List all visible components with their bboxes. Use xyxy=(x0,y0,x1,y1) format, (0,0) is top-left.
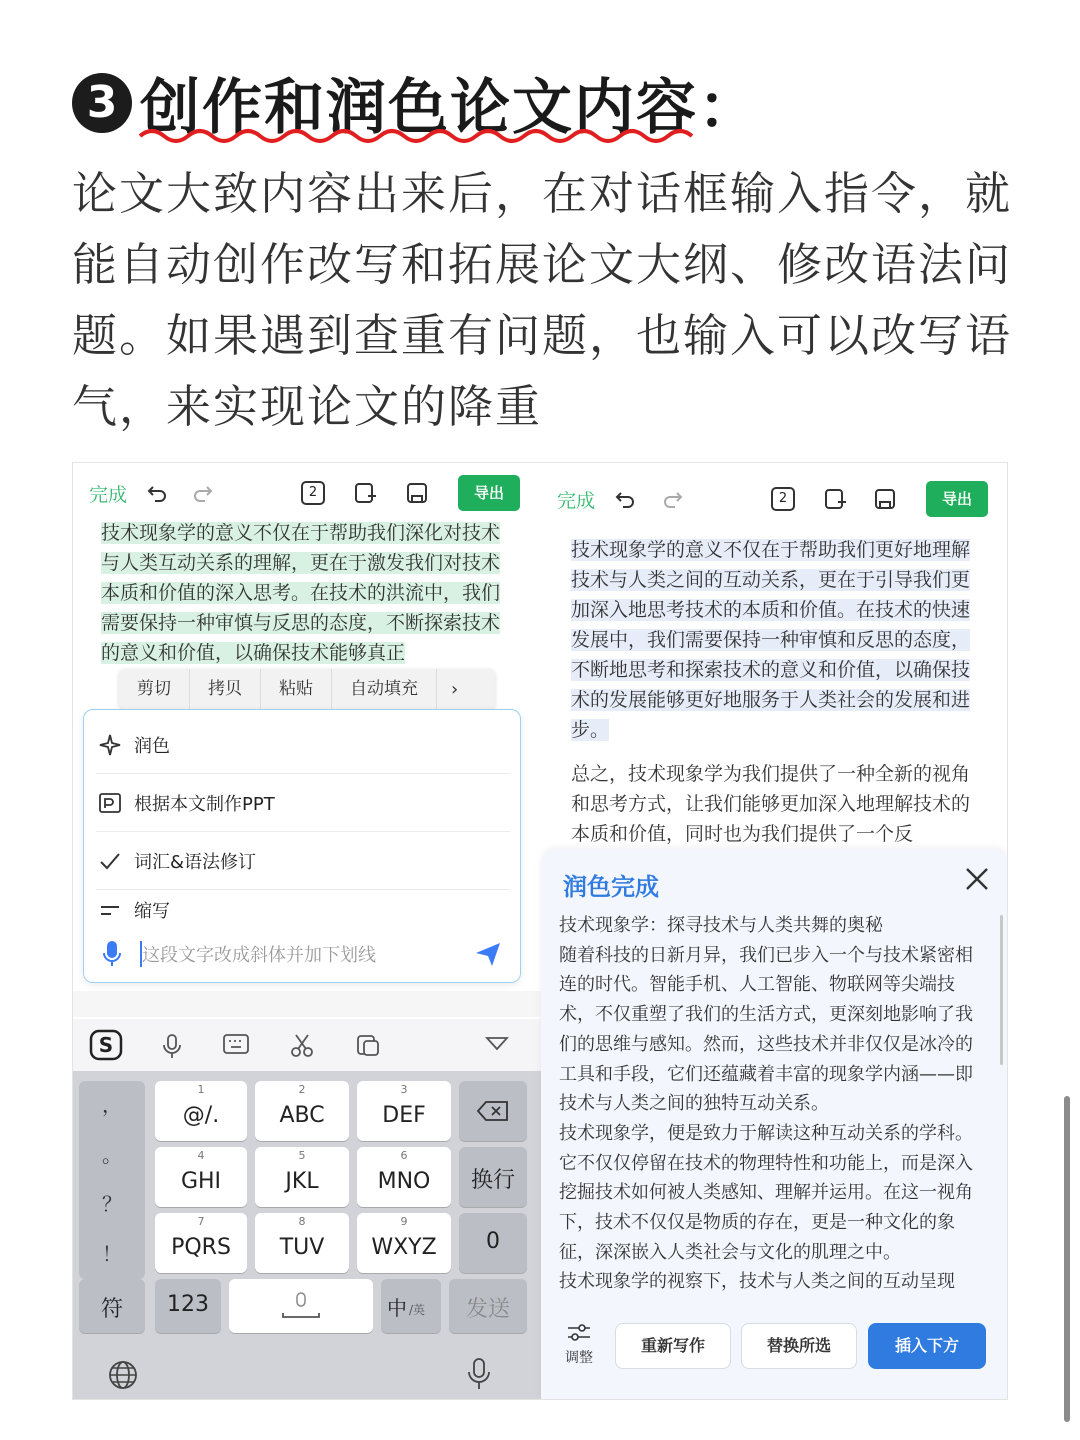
backspace-key[interactable] xyxy=(459,1081,527,1141)
zero-key[interactable]: 0 xyxy=(459,1213,527,1273)
polished-line: 随着科技的日新月异，我们已步入一个与技术紧密相连的时代。智能手机、人工智能、物联网等尖端技术，不仅重塑了我们的生活方式，更深刻地影响了我们的思维与感知。然而，这些技术并非仅仅是冰冷的工具和手段，它们还蕴藏着丰富的现象学内涵——即技术与人类之间的独特互动关系。 xyxy=(559,944,973,1115)
redo-icon[interactable] xyxy=(661,487,685,511)
question-key[interactable]: ？ xyxy=(102,1192,122,1216)
polished-line: 技术现象学：探寻技术与人类共舞的奥秘 xyxy=(559,915,883,936)
collapse-keyboard-icon[interactable] xyxy=(485,1036,509,1052)
page-count-badge[interactable]: 2 xyxy=(771,487,795,511)
document-text-selected[interactable] xyxy=(101,518,513,668)
cut-menu-item[interactable]: 剪切 xyxy=(119,669,190,709)
send-key[interactable]: 发送 xyxy=(449,1279,527,1333)
done-button[interactable]: 完成 xyxy=(557,489,596,512)
send-icon[interactable] xyxy=(474,940,502,968)
keyboard xyxy=(73,1019,541,1400)
svg-text:S: S xyxy=(98,1033,114,1057)
left-screen xyxy=(73,463,541,1400)
sliders-icon xyxy=(566,1323,592,1343)
scissors-icon[interactable] xyxy=(289,1032,315,1058)
right-toolbar xyxy=(557,481,595,517)
autofill-menu-item[interactable]: 自动填充 xyxy=(332,669,437,709)
key-2[interactable]: 2 ABC xyxy=(255,1081,349,1141)
check-icon xyxy=(96,847,124,875)
sogou-logo-icon[interactable] xyxy=(89,1029,123,1061)
intro-paragraph: 论文大致内容出来后，在对话框输入指令，就能自动创作改写和拓展论文大纲、修改语法问题。如果遇到查重有问题，也输入可以改写语气，来实现论文的降重 xyxy=(72,167,1013,433)
microphone-icon[interactable] xyxy=(102,940,122,968)
sparkle-icon xyxy=(96,731,124,759)
sheet-title: 润色完成 xyxy=(563,873,659,901)
symbol-key[interactable]: 符 xyxy=(79,1279,145,1333)
page-count-badge[interactable]: 2 xyxy=(301,481,325,505)
clipboard-icon[interactable] xyxy=(355,1032,381,1058)
ai-assistant-popup xyxy=(83,709,521,983)
key-3[interactable]: 3 DEF xyxy=(357,1081,451,1141)
step-title-text: 创作和润色论文内容： xyxy=(140,73,760,143)
keyboard-toolbar xyxy=(73,1019,541,1071)
shorten-menu-item[interactable]: 缩写 xyxy=(96,890,510,930)
polish-result-sheet xyxy=(541,849,1008,1400)
key-5[interactable]: 5 JKL xyxy=(255,1147,349,1207)
exclamation-key[interactable]: ！ xyxy=(102,1241,122,1266)
space-key[interactable] xyxy=(229,1279,373,1333)
screenshot-frame xyxy=(72,462,1008,1400)
add-page-icon[interactable] xyxy=(823,487,847,511)
key-6[interactable]: 6 MNO xyxy=(357,1147,451,1207)
document-text[interactable] xyxy=(571,535,981,863)
sheet-actions xyxy=(541,1315,1008,1400)
grammar-menu-item[interactable]: 词汇&语法修订 xyxy=(96,832,510,890)
wavy-underline xyxy=(138,124,708,148)
page-scrollbar[interactable] xyxy=(1064,1096,1070,1422)
add-page-icon[interactable] xyxy=(353,481,377,505)
insert-below-button[interactable]: 插入下方 xyxy=(868,1323,986,1369)
shorten-icon xyxy=(96,896,124,924)
done-button[interactable]: 完成 xyxy=(89,483,128,506)
export-button[interactable]: 导出 xyxy=(926,481,988,517)
save-icon[interactable] xyxy=(873,487,897,511)
adjust-button[interactable]: 调整 xyxy=(561,1323,597,1367)
polished-line: 技术现象学的视察下，技术与人类之间的互动呈现 xyxy=(559,1271,955,1293)
voice-input-icon[interactable] xyxy=(161,1033,183,1059)
dictation-icon[interactable] xyxy=(467,1357,491,1391)
backspace-icon xyxy=(477,1101,509,1121)
polished-text xyxy=(559,911,987,1301)
keyboard-bottom-bar xyxy=(73,1351,541,1400)
save-icon[interactable] xyxy=(405,481,429,505)
export-button[interactable]: 导出 xyxy=(458,475,520,511)
undo-icon[interactable] xyxy=(145,481,169,505)
ppt-icon xyxy=(96,789,124,817)
replace-selection-button[interactable]: 替换所选 xyxy=(741,1323,857,1369)
polish-menu-item[interactable]: 润色 xyxy=(96,716,510,774)
newline-key[interactable]: 换行 xyxy=(459,1147,527,1207)
paragraph-2: 总之，技术现象学为我们提供了一种全新的视角和思考方式，让我们能够更加深入地理解技术的本质和价值，同时也为我们提供了一个反 xyxy=(571,763,971,845)
sheet-scrollbar[interactable] xyxy=(1000,915,1003,1065)
numbers-key[interactable]: 123 xyxy=(155,1279,221,1333)
copy-menu-item[interactable]: 拷贝 xyxy=(190,669,261,709)
comma-key[interactable]: ， xyxy=(102,1093,122,1117)
context-menu xyxy=(119,669,495,709)
undo-icon[interactable] xyxy=(613,487,637,511)
chevron-right-icon[interactable]: › xyxy=(451,678,459,700)
paste-menu-item[interactable]: 粘贴 xyxy=(261,669,332,709)
key-7[interactable]: 7 PQRS xyxy=(155,1213,247,1273)
make-ppt-menu-item[interactable]: 根据本文制作PPT xyxy=(96,774,510,832)
key-1[interactable]: 1 @/. xyxy=(155,1081,247,1141)
key-4[interactable]: 4 GHI xyxy=(155,1147,247,1207)
left-toolbar xyxy=(89,475,127,511)
space-mic-icon xyxy=(281,1291,321,1319)
globe-icon[interactable] xyxy=(107,1359,139,1391)
key-9[interactable]: 9 WXYZ xyxy=(357,1213,451,1273)
keyboard-assist-strip xyxy=(73,991,541,1017)
redo-icon[interactable] xyxy=(191,481,215,505)
selected-text: 技术现象学的意义不仅在于帮助我们深化对技术与人类互动关系的理解，更在于激发我们对技术本质和价值的深入思考。在技术的洪流中，我们需要保持一种审慎与反思的态度，不断探索技术的意义和价值，以确保技术能够真正 xyxy=(101,522,501,664)
close-icon[interactable] xyxy=(963,865,991,893)
right-screen xyxy=(541,463,1008,1400)
step-number-badge: 3 xyxy=(72,73,132,133)
keyboard-layout-icon[interactable] xyxy=(223,1033,249,1055)
paragraph-1: 技术现象学的意义不仅在于帮助我们更好地理解技术与人类之间的互动关系，更在于引导我们更加深入地思考技术的本质和价值。在技术的快速发展中，我们需要保持一种审慎和反思的态度，不断地思考和探索技术的意义和价值，以确保技术的发展能够更好地服务于人类社会的发展和进步。 xyxy=(571,539,971,741)
ai-input-placeholder: 这段文字改成斜体并加下划线 xyxy=(142,945,376,966)
rewrite-button[interactable]: 重新写作 xyxy=(615,1323,731,1369)
key-8[interactable]: 8 TUV xyxy=(255,1213,349,1273)
polished-line: 技术现象学，便是致力于解读这种互动关系的学科。它不仅仅停留在技术的物理特性和功能上，而是深入挖掘技术如何被人类感知、理解并运用。在这一视角下，技术不仅仅是物质的存在，更是一种文化的象征，深深嵌入人类社会与文化的肌理之中。 xyxy=(559,1122,973,1263)
period-key[interactable]: 。 xyxy=(102,1142,122,1167)
punctuation-column xyxy=(79,1081,145,1279)
ai-command-input[interactable] xyxy=(84,926,520,982)
language-switch-key[interactable]: 中 /英 xyxy=(381,1279,441,1333)
